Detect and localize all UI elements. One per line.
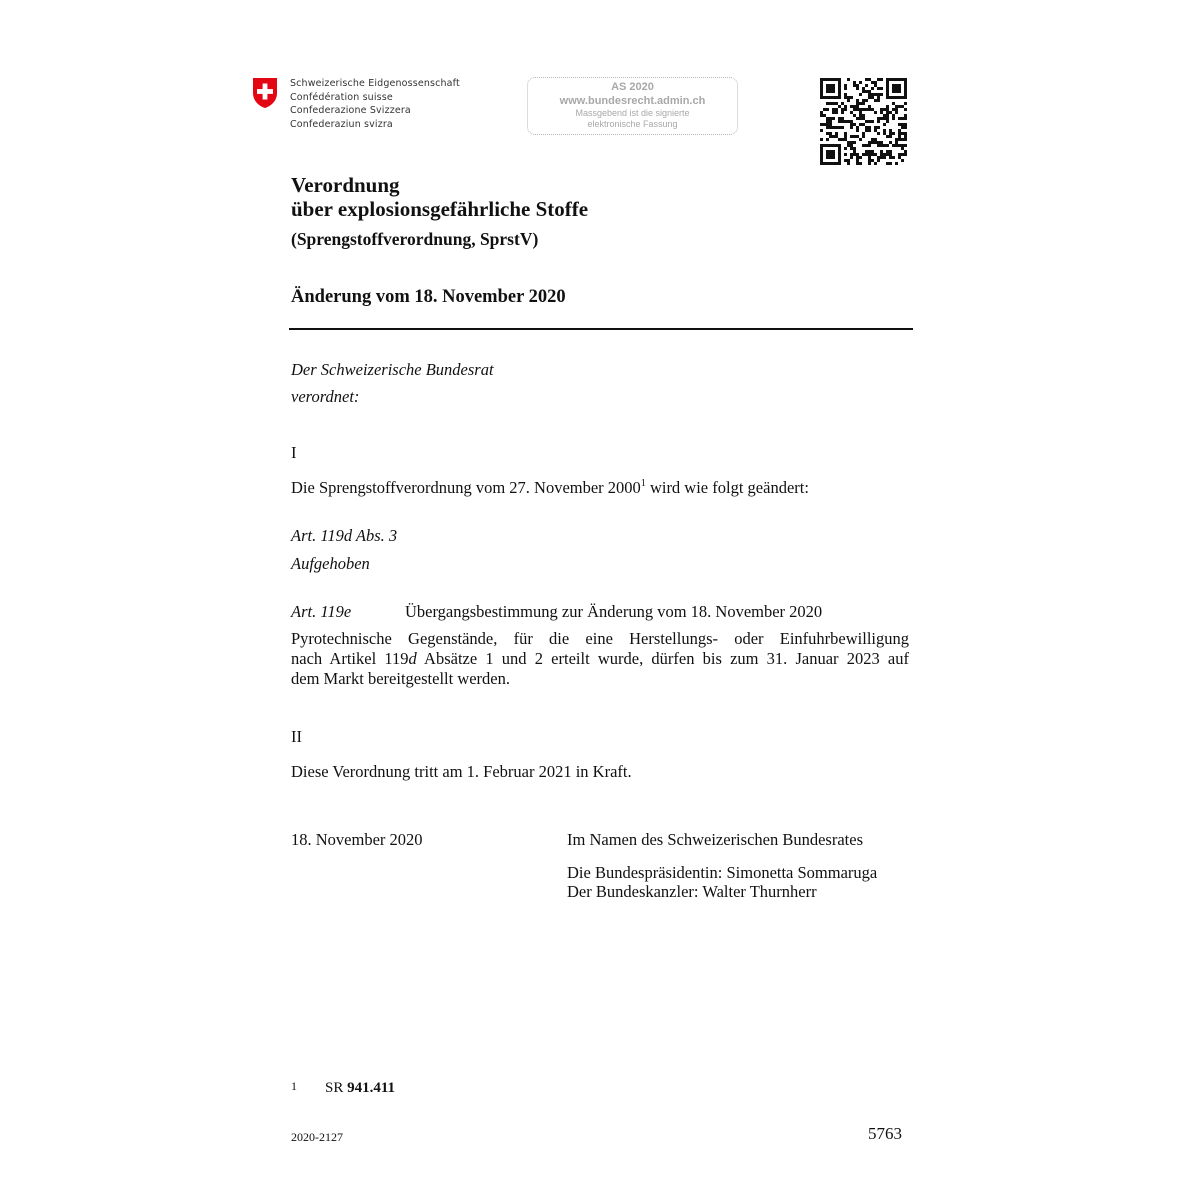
line-2-italic: d xyxy=(408,649,417,668)
intro-paragraph xyxy=(291,478,809,497)
title-line-2: über explosionsgefährliche Stoffe xyxy=(291,197,589,221)
footnote-prefix: SR xyxy=(325,1080,348,1096)
signature-authority: Im Namen des Schweizerischen Bundesrates xyxy=(567,830,863,849)
article-119e-line-1: Pyrotechnische Gegenstände, für die eine Herstellungs- oder Einfuhrbewilligung xyxy=(291,629,909,648)
official-compilation-stamp xyxy=(527,77,738,135)
article-119e-line-3: dem Markt bereitgestellt werden. xyxy=(291,669,511,688)
article-119e-title: Übergangsbestimmung zur Änderung vom 18. November 2020 xyxy=(405,602,823,621)
signature-date: 18. November 2020 xyxy=(291,830,423,849)
article-119e-body xyxy=(291,629,909,689)
document-subtitle: (Sprengstoffverordnung, SprstV) xyxy=(291,229,539,249)
as-stamp-url: www.bundesrecht.admin.ch xyxy=(559,95,706,107)
intro-text-end: wird wie folgt geändert: xyxy=(645,478,809,497)
footnote-text xyxy=(325,1079,395,1098)
federal-name-rm: Confederaziun svizra xyxy=(290,118,393,130)
footnote-number: 1 xyxy=(291,1079,297,1093)
title-line-1: Verordnung xyxy=(291,173,400,197)
federal-name-fr: Confédération suisse xyxy=(290,91,393,103)
preamble-authority: Der Schweizerische Bundesrat xyxy=(291,360,494,379)
effective-date-text: Diese Verordnung tritt am 1. Februar 2021 in Kraft. xyxy=(291,762,632,781)
federal-names xyxy=(290,77,460,131)
footnote-sr-number: 941.411 xyxy=(347,1080,396,1096)
document-number: 2020-2127 xyxy=(291,1130,343,1144)
title-divider xyxy=(289,328,913,330)
preamble-verb: verordnet: xyxy=(291,387,360,406)
document-title xyxy=(291,173,588,221)
as-stamp-note-1: Massgebend ist die signierte xyxy=(575,108,690,118)
as-stamp-year: AS 2020 xyxy=(611,81,654,93)
federal-name-it: Confederazione Svizzera xyxy=(290,105,411,117)
intro-text: Die Sprengstoffverordnung vom 27. November 2000 xyxy=(291,478,641,497)
article-119e-line-2 xyxy=(291,649,909,669)
footnote-reference: 1 xyxy=(640,478,646,489)
section-heading-i: I xyxy=(291,443,297,462)
line-2-end: Absätze 1 und 2 erteilt wurde, dürfen bis zum 31. Januar 2023 auf xyxy=(416,649,909,668)
swiss-cross-shield-icon xyxy=(252,77,278,109)
article-119e-label: Art. 119e xyxy=(291,602,352,621)
federal-name-de: Schweizerische Eidgenossenschaft xyxy=(290,78,460,89)
qr-code-icon xyxy=(820,78,907,165)
amendment-date-heading: Änderung vom 18. November 2020 xyxy=(291,287,566,307)
section-heading-ii: II xyxy=(291,727,302,746)
article-119d-heading: Art. 119d Abs. 3 xyxy=(291,526,398,545)
signature-president: Die Bundespräsidentin: Simonetta Sommaruga xyxy=(567,863,878,882)
page-number: 5763 xyxy=(868,1124,902,1143)
signature-chancellor: Der Bundeskanzler: Walter Thurnherr xyxy=(567,882,817,901)
article-119d-text: Aufgehoben xyxy=(291,554,370,573)
line-2-start: nach Artikel 119 xyxy=(291,649,409,668)
as-stamp-note-2: elektronische Fassung xyxy=(587,119,678,129)
